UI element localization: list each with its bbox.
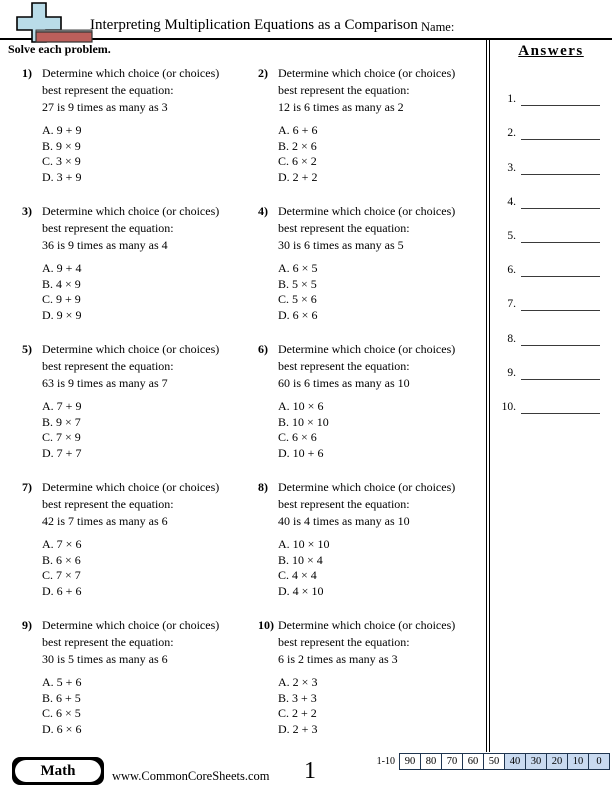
problem-prompt: best represent the equation: [42,635,174,649]
choice-d [278,308,486,324]
choice-c [42,292,258,308]
choice-list [278,399,486,461]
choice-label: B. [278,276,290,291]
choice-label: C. [42,568,54,582]
answer-number: 5. [507,229,516,242]
choice-label: A. [42,675,54,689]
answer-number: 3. [507,161,516,174]
choice-b [42,415,258,431]
choice-b [278,691,486,707]
choice-c [42,706,258,722]
website-text: www.CommonCoreSheets.com [112,769,270,783]
problem-prompt: Determine which choice (or choices) [278,66,456,80]
scale-range-label: 1-10 [376,755,395,767]
choice-label: B. [278,414,290,429]
problem-prompt: best represent the equation: [42,497,174,511]
choice-label: C. [278,430,290,444]
problem-prompt: best represent the equation: [278,83,410,97]
answer-blank-7[interactable] [521,306,600,311]
choice-label: C. [42,154,54,168]
choice-d [278,446,486,462]
choice-a [42,261,258,277]
choice-label: D. [278,721,290,736]
choice-expression: 10 × 4 [292,552,323,567]
problem-4 [258,203,486,323]
choice-expression: 10 + 6 [292,445,324,460]
problem-number: 10) [258,618,274,632]
problem-prompt: Determine which choice (or choices) [278,342,456,356]
choice-a [42,537,258,553]
choice-expression: 4 × 9 [56,276,81,291]
answer-row-2 [496,106,600,140]
scale-cell-40: 40 [504,753,526,770]
scale-cell-30: 30 [525,753,547,770]
choice-label: A. [278,537,290,551]
problem-number: 1) [22,66,32,80]
answers-title: Answers [518,43,584,59]
scale-cell-50: 50 [483,753,505,770]
choice-c [278,154,486,170]
choice-label: A. [278,399,290,413]
problem-prompt: best represent the equation: [278,221,410,235]
problem-prompt: Determine which choice (or choices) [42,342,220,356]
scale-cell-90: 90 [399,753,421,770]
choice-expression: 10 × 10 [292,414,329,429]
choice-expression: 5 × 6 [292,292,317,306]
choice-label: B. [278,552,290,567]
choice-label: C. [42,430,54,444]
problem-number: 5) [22,342,32,356]
choice-expression: 9 × 7 [56,414,81,429]
scale-cell-20: 20 [546,753,568,770]
problem-prompt: Determine which choice (or choices) [278,480,456,494]
problem-equation: 40 is 4 times as many as 10 [278,514,410,528]
problem-5 [22,341,258,461]
choice-c [42,430,258,446]
answer-row-5 [496,209,600,243]
problem-number: 4) [258,204,268,218]
choice-b [42,139,258,155]
problem-equation: 36 is 9 times as many as 4 [42,238,168,252]
answer-row-7 [496,277,600,311]
choice-expression: 2 × 3 [292,675,318,689]
problem-prompt: best represent the equation: [42,221,174,235]
problem-equation: 30 is 6 times as many as 5 [278,238,404,252]
choice-d [42,170,258,186]
choice-label: C. [42,292,54,306]
choice-expression: 6 × 5 [292,261,318,275]
choice-label: D. [42,721,54,736]
answer-number: 10. [501,400,516,413]
choice-expression: 3 × 9 [56,154,81,168]
scale-cell-10: 10 [567,753,589,770]
instructions-text: Solve each problem. [8,42,111,56]
choice-expression: 9 × 9 [56,138,81,153]
choice-expression: 2 + 3 [292,721,318,736]
choice-label: B. [42,552,54,567]
choice-a [42,123,258,139]
problem-number: 6) [258,342,268,356]
choice-c [42,154,258,170]
problem-prompt: best represent the equation: [278,497,410,511]
page-title: Interpreting Multiplication Equations as a Comparison [90,17,418,33]
choice-expression: 7 + 9 [56,399,82,413]
answer-row-8 [496,311,600,345]
choice-label: A. [42,537,54,551]
choice-expression: 10 × 6 [292,399,324,413]
choice-label: C. [278,292,290,306]
problem-number: 3) [22,204,32,218]
scale-cell-80: 80 [420,753,442,770]
answer-blank-2[interactable] [521,135,600,140]
plus-minus-logo-icon [12,1,96,43]
choice-a [278,123,486,139]
problem-equation: 60 is 6 times as many as 10 [278,376,410,390]
answers-column [490,40,612,752]
choice-list [42,537,258,599]
choice-label: D. [278,583,290,598]
choice-a [278,261,486,277]
choice-label: B. [42,276,54,291]
choice-b [278,553,486,569]
answer-number: 2. [507,127,516,140]
choice-list [278,261,486,323]
answer-row-1 [496,72,600,106]
choice-label: D. [278,445,290,460]
answer-blank-list [496,72,600,414]
choice-a [278,675,486,691]
choice-c [278,430,486,446]
scale-cell-0: 0 [588,753,610,770]
problem-8 [258,479,486,599]
choice-expression: 6 + 5 [56,690,81,705]
choice-label: B. [278,690,290,705]
choice-expression: 7 × 9 [56,430,81,444]
problem-prompt: Determine which choice (or choices) [42,204,220,218]
page-number: 1 [304,758,316,784]
choice-label: C. [278,154,290,168]
choice-label: B. [278,138,290,153]
problem-prompt: Determine which choice (or choices) [42,480,220,494]
choice-expression: 2 + 2 [292,706,317,720]
problem-1 [22,65,258,185]
problem-prompt: Determine which choice (or choices) [42,618,220,632]
subject-badge [12,757,104,785]
choice-label: D. [42,169,54,184]
choice-label: A. [278,261,290,275]
answer-blank-4[interactable] [521,204,600,209]
choice-expression: 9 + 9 [56,292,81,306]
choice-expression: 6 + 6 [56,583,82,598]
choice-expression: 9 × 9 [56,307,82,322]
choice-list [42,399,258,461]
name-label: Name: [421,20,455,34]
choice-label: A. [278,123,290,137]
problem-equation: 63 is 9 times as many as 7 [42,376,168,390]
choice-label: B. [42,690,54,705]
problem-equation: 6 is 2 times as many as 3 [278,652,398,666]
problem-prompt: Determine which choice (or choices) [278,204,456,218]
choice-list [42,675,258,737]
choice-expression: 6 × 5 [56,706,81,720]
choice-d [42,308,258,324]
choice-label: D. [42,307,54,322]
choice-c [42,568,258,584]
answer-row-3 [496,140,600,174]
answer-blank-3[interactable] [521,170,600,175]
worksheet-header [0,0,612,40]
problem-6 [258,341,486,461]
choice-c [278,292,486,308]
problems-area [0,40,486,752]
choice-label: C. [278,568,290,582]
choice-label: A. [42,261,54,275]
choice-expression: 6 × 6 [292,430,317,444]
answer-number: 6. [507,264,516,277]
problem-2 [258,65,486,185]
choice-d [278,584,486,600]
choice-d [42,722,258,738]
choice-label: A. [278,675,290,689]
answer-blank-8[interactable] [521,341,600,346]
choice-expression: 10 × 10 [292,537,330,551]
choice-label: D. [278,307,290,322]
choice-d [42,584,258,600]
choice-expression: 6 × 6 [292,307,318,322]
choice-b [278,277,486,293]
problem-prompt: best represent the equation: [42,83,174,97]
choice-expression: 6 × 6 [56,721,82,736]
choice-b [42,691,258,707]
choice-expression: 5 + 6 [56,675,82,689]
problem-equation: 42 is 7 times as many as 6 [42,514,168,528]
problem-7 [22,479,258,599]
choice-label: A. [42,123,54,137]
choice-expression: 7 + 7 [56,445,82,460]
answer-blank-1[interactable] [521,101,600,106]
choice-list [278,123,486,185]
choice-c [278,706,486,722]
choice-expression: 4 × 4 [292,568,317,582]
choice-a [42,675,258,691]
content-area [0,40,612,752]
choice-d [278,722,486,738]
problem-prompt: best represent the equation: [278,359,410,373]
answer-number: 7. [507,298,516,311]
problem-equation: 27 is 9 times as many as 3 [42,100,168,114]
answer-row-9 [496,346,600,380]
subject-label: Math [15,760,101,782]
choice-list [278,537,486,599]
problems-grid [22,65,486,737]
choice-a [42,399,258,415]
choice-a [278,399,486,415]
choice-label: B. [42,138,54,153]
problem-prompt: best represent the equation: [278,635,410,649]
choice-expression: 9 + 9 [56,123,82,137]
choice-expression: 6 × 6 [56,552,81,567]
choice-label: D. [278,169,290,184]
problem-number: 2) [258,66,268,80]
problem-9 [22,617,258,737]
problem-equation: 30 is 5 times as many as 6 [42,652,168,666]
worksheet-footer [0,752,612,792]
choice-label: C. [42,706,54,720]
choice-expression: 4 × 10 [292,583,324,598]
choice-expression: 9 + 4 [56,261,82,275]
choice-list [278,675,486,737]
choice-label: B. [42,414,54,429]
choice-d [278,170,486,186]
choice-label: D. [42,583,54,598]
choice-b [278,415,486,431]
scale-cell-70: 70 [441,753,463,770]
choice-b [278,139,486,155]
grading-scale [377,752,610,770]
choice-list [42,261,258,323]
problem-number: 7) [22,480,32,494]
choice-expression: 2 × 6 [292,138,317,153]
answer-blank-9[interactable] [521,375,600,380]
answer-number: 4. [507,195,516,208]
problem-prompt: best represent the equation: [42,359,174,373]
choice-label: A. [42,399,54,413]
choice-expression: 3 + 9 [56,169,82,184]
choice-expression: 7 × 6 [56,537,82,551]
answer-blank-6[interactable] [521,272,600,277]
choice-expression: 7 × 7 [56,568,81,582]
problem-number: 9) [22,618,32,632]
choice-expression: 5 × 5 [292,276,317,291]
answer-blank-10[interactable] [521,409,600,414]
choice-expression: 6 × 2 [292,154,317,168]
choice-list [42,123,258,185]
choice-d [42,446,258,462]
problem-prompt: Determine which choice (or choices) [42,66,220,80]
choice-label: C. [278,706,290,720]
problem-3 [22,203,258,323]
problem-10 [258,617,486,737]
choice-label: D. [42,445,54,460]
answer-row-4 [496,175,600,209]
choice-expression: 3 + 3 [292,690,317,705]
choice-c [278,568,486,584]
answer-number: 9. [507,366,516,379]
scale-cell-60: 60 [462,753,484,770]
answer-number: 8. [507,332,516,345]
answer-number: 1. [507,93,516,106]
choice-expression: 6 + 6 [292,123,318,137]
answer-row-6 [496,243,600,277]
choice-b [42,553,258,569]
choice-expression: 2 + 2 [292,169,318,184]
problem-equation: 12 is 6 times as many as 2 [278,100,404,114]
choice-a [278,537,486,553]
choice-b [42,277,258,293]
answer-blank-5[interactable] [521,238,600,243]
problem-prompt: Determine which choice (or choices) [278,618,456,632]
problem-number: 8) [258,480,268,494]
answer-row-10 [496,380,600,414]
